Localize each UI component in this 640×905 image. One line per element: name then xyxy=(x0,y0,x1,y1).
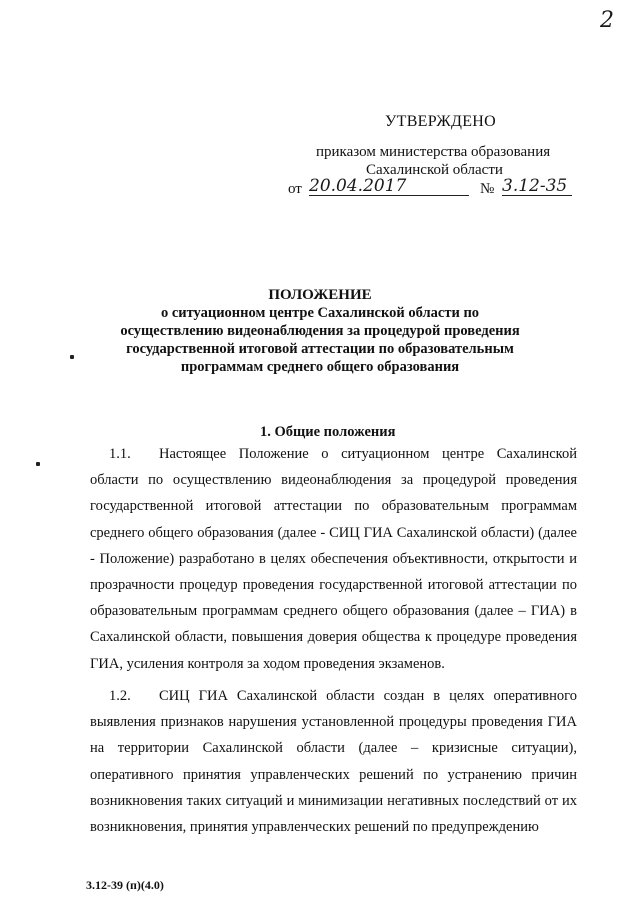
paragraph-number: 1.1. xyxy=(109,446,131,462)
document-title: ПОЛОЖЕНИЕ xyxy=(268,287,372,303)
approval-heading: УТВЕРЖДЕНО xyxy=(385,113,497,130)
paragraph-1-1 xyxy=(90,441,577,677)
paragraph-text: СИЦ ГИА Сахалинской области создан в целях оперативного выявления признаков нарушения установленной процедуры проведения ГИА на территории Сахалинской области (далее – кризисные ситуации), оперативного принятия управленческих решений по устранению причин возникновения таких ситуаций и минимизации негативных последствий от их возникновения, принятия управленческих решений по предупреждению xyxy=(90,688,577,836)
scan-speck xyxy=(36,462,40,466)
document-subtitle-line3: государственной итоговой аттестации по образовательным xyxy=(126,341,514,357)
paragraph-text: Настоящее Положение о ситуационном центре Сахалинской области по осуществлению видеонаблюдения за процедурой проведения государственной итоговой аттестации по образовательным программам среднего общего образования (далее - СИЦ ГИА Сахалинской области) (далее - Положение) разработано в целях обеспечения объективности, открытости и прозрачности процедур проведения государственной итоговой аттестации по образовательным программам среднего общего образования (далее – ГИА) в Сахалинской области, повышения доверия общества к процедуре проведения ГИА, усиления контроля за ходом проведения экзаменов. xyxy=(90,446,577,672)
approval-number-handwritten: 3.12-35 xyxy=(502,176,572,196)
approval-order-line1: приказом министерства образования xyxy=(316,144,551,160)
document-subtitle-line4: программам среднего общего образования xyxy=(180,359,460,375)
approval-date-handwritten: 20.04.2017 xyxy=(309,176,469,196)
handwritten-page-number: 2 xyxy=(600,8,614,33)
approval-number-label: № xyxy=(480,181,495,197)
paragraph-1-2 xyxy=(90,683,577,840)
document-subtitle-line2: осуществлению видеонаблюдения за процедурой проведения xyxy=(120,323,520,339)
approval-from-label: от xyxy=(288,181,302,197)
section-heading: 1. Общие положения xyxy=(260,424,396,440)
scan-speck xyxy=(70,355,74,359)
document-footer-code: 3.12-39 (п)(4.0) xyxy=(86,878,164,892)
paragraph-number: 1.2. xyxy=(109,688,131,704)
document-subtitle-line1: о ситуационном центре Сахалинской области по xyxy=(160,305,480,321)
approval-order-line2: Сахалинской области xyxy=(366,162,503,178)
document-title-block xyxy=(80,286,560,376)
